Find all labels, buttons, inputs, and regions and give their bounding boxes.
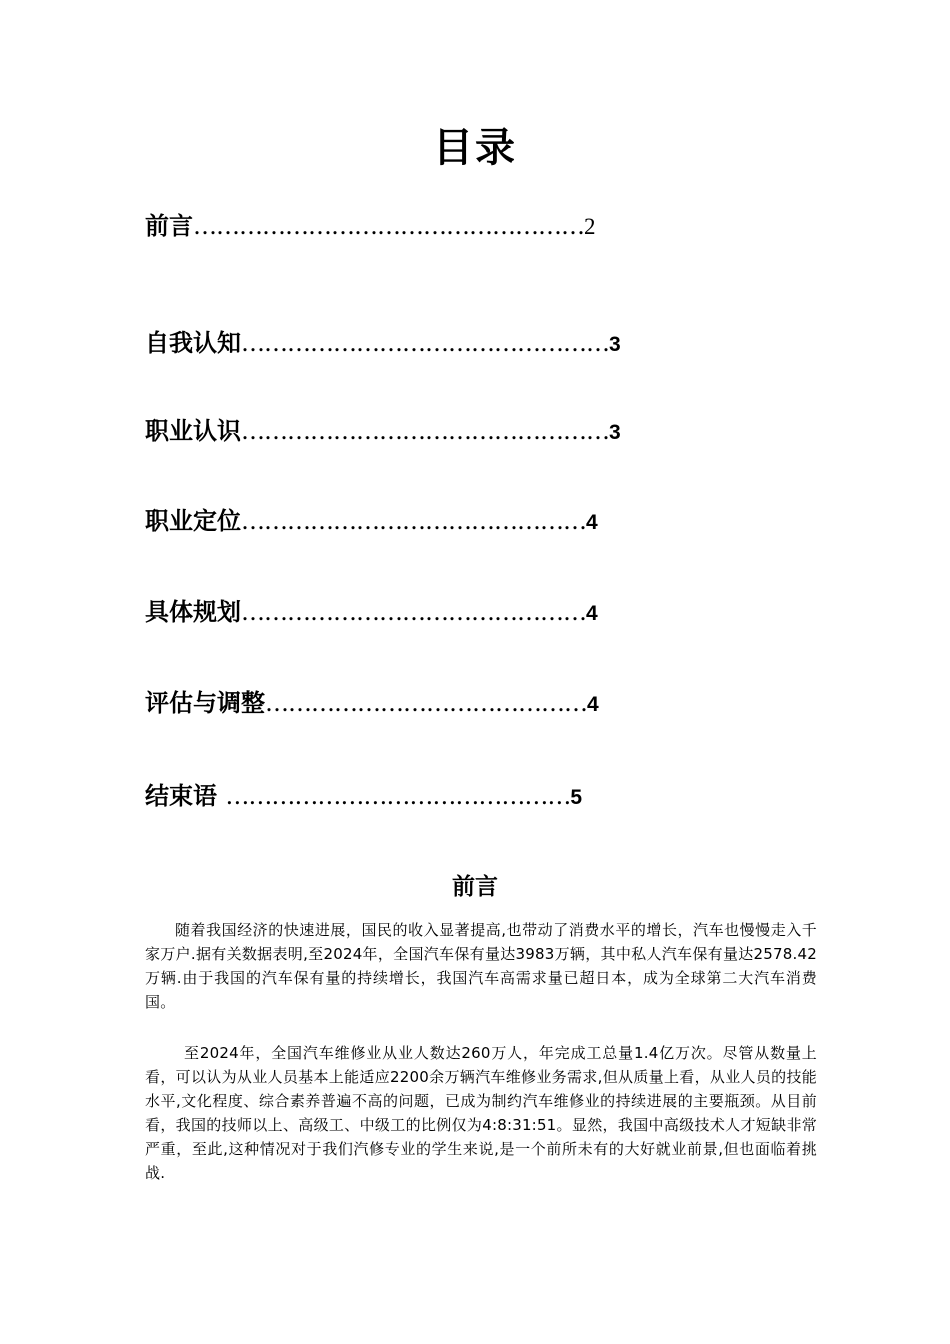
preface-paragraph: 至2024年，全国汽车维修业从业人数达260万人，年完成工总量1.4亿万次。尽管从数量上看，可以认为从业人员基本上能适应2200余万辆汽车维修业务需求,但从质量上看，从业人员的技能水平,文化程度、综合素养普遍不高的问题，已成为制约汽车维修业的持续进展的主要瓶颈。从目前看，我国的技师以上、高级工、中级工的比例仅为4:8:31:51。显然，我国中高级技术人才短缺非常严重，至此,这种情况对于我们汽修专业的学生来说,是一个前所未有的大好就业前景,但也面临着挑战. (145, 1044, 817, 1182)
toc-page-number: 5 (570, 786, 583, 809)
toc-entry-career-understanding[interactable] (145, 415, 621, 449)
toc-entry-specific-plan[interactable] (145, 596, 598, 630)
toc-entry-evaluation-adjustment[interactable] (145, 687, 599, 721)
toc-entry-conclusion[interactable] (145, 780, 582, 814)
toc-page-number: 3 (609, 421, 621, 444)
toc-leader-dots: ……………………………………… (241, 507, 586, 535)
toc-title: 目录 (433, 125, 517, 171)
toc-leader-dots: …………………………………………… (193, 212, 584, 240)
toc-page-number: 4 (587, 693, 599, 716)
toc-leader-dots: ………………………………………… (241, 329, 609, 357)
toc-entry-self-awareness[interactable] (145, 327, 621, 361)
toc-page-number: 3 (609, 333, 621, 356)
toc-entry-label: 职业定位 (145, 507, 241, 535)
toc-entry-label: 结束语 (145, 782, 226, 810)
preface-paragraph: 随着我国经济的快速进展，国民的收入显著提高,也带动了消费水平的增长，汽车也慢慢走入千家万户.据有关数据表明,至2024年，全国汽车保有量达3983万辆，其中私人汽车保有量达2578.42万辆.由于我国的汽车保有量的持续增长，我国汽车高需求量已超日本，成为全球第二大汽车消费国。 (145, 921, 817, 1011)
toc-page-number: 2 (584, 214, 596, 239)
toc-entry-career-positioning[interactable] (145, 505, 598, 539)
toc-leader-dots: …………………………………… (265, 689, 587, 717)
toc-entry-label: 自我认知 (145, 329, 241, 357)
toc-entry-label: 具体规划 (145, 598, 241, 626)
toc-page-number: 4 (586, 602, 598, 625)
toc-leader-dots: ……………………………………… (241, 598, 586, 626)
toc-entry-label: 评估与调整 (145, 689, 265, 717)
toc-page-number: 4 (586, 511, 598, 534)
toc-entry-label: 前言 (145, 212, 193, 240)
toc-entry-label: 职业认识 (145, 417, 241, 445)
toc-entry-preface[interactable] (145, 210, 596, 243)
toc-leader-dots: ……………………………………… (225, 782, 571, 810)
preface-heading: 前言 (452, 874, 498, 900)
toc-leader-dots: ………………………………………… (241, 417, 609, 445)
